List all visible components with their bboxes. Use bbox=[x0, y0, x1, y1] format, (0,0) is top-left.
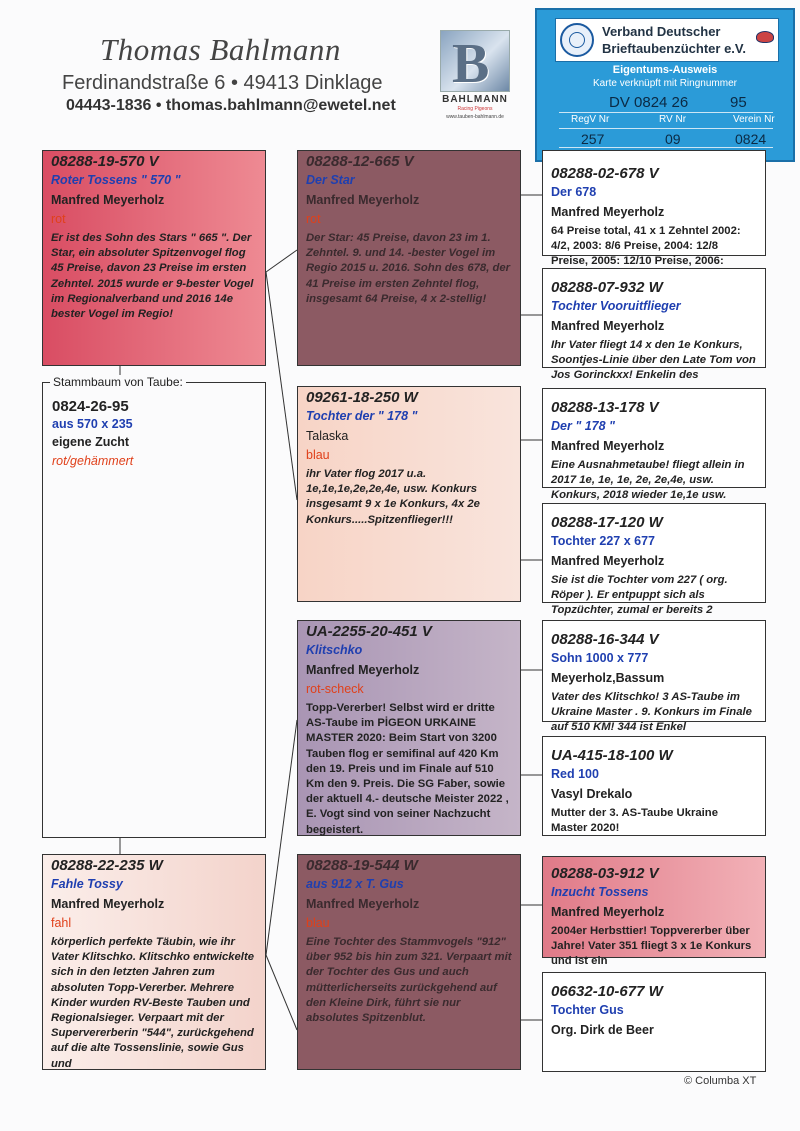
ffm-ring: 08288-07-932 W bbox=[551, 279, 663, 296]
logo-url: www.tauben-bahlmann.de bbox=[446, 114, 504, 120]
mm-description: Eine Tochter des Stammvogels "912" über 952 bis hin zum 321. Verpaart mit der Tochter des Gus und auch mütterlicherseits zurückgehend auf den Kleine Dirk, führt sie nur absolutes Spitzenblut. bbox=[306, 936, 512, 1025]
father-name: Roter Tossens " 570 " bbox=[51, 173, 181, 187]
mff-owner: Meyerholz,Bassum bbox=[551, 671, 665, 685]
mmm-ring: 06632-10-677 W bbox=[551, 983, 663, 1000]
connector-line bbox=[266, 955, 297, 1030]
fmf-description: Eine Ausnahmetaube! fliegt allein in 2017 1e, 1e, 1e, 2e, 2e,4e, usw. Konkurs, 2018 wieder 1e,1e usw. bbox=[551, 459, 745, 502]
fff-owner: Manfred Meyerholz bbox=[551, 205, 665, 219]
father-owner: Manfred Meyerholz bbox=[51, 193, 165, 207]
logo-letter: B bbox=[452, 33, 490, 95]
ggp-mff-box[interactable] bbox=[542, 620, 766, 734]
mother-name: Fahle Tossy bbox=[51, 877, 123, 891]
pedigree-frame bbox=[42, 382, 266, 838]
fmf-ring: 08288-13-178 V bbox=[551, 399, 659, 416]
ff-name: Der Star bbox=[306, 173, 355, 187]
fm-owner: Talaska bbox=[306, 429, 349, 443]
mother-description: körperlich perfekte Täubin, wie ihr Vater Klitschko. Klitschko entwickelte sich in den letzten Jahren zum absoluten Topp-Vererber. Mehrere Kinder wurden RV-Beste Tauben und Regionalsieger. Verpaart mit der Supervererberin "544", zurückgehend auf die alte Tossenslinie, sowie Gus und bbox=[51, 936, 254, 1070]
connector-line bbox=[266, 720, 297, 955]
fff-description: 64 Preise total, 41 x 1 Zehntel 2002: 4/2, 2003: 8/6 Preise, 2004: 12/8 Preise, 2005: 12/10 Preise, 2006: bbox=[551, 225, 741, 268]
mfm-owner: Vasyl Drekalo bbox=[551, 787, 633, 801]
fmm-ring: 08288-17-120 W bbox=[551, 514, 663, 531]
mff-description: Vater des Klitschko! 3 AS-Taube im Ukraine Master . 9. Konkurs im Finale auf 510 KM! 344 ist Enkel bbox=[551, 691, 752, 734]
mmm-name: Tochter Gus bbox=[551, 1003, 624, 1017]
fmm-owner: Manfred Meyerholz bbox=[551, 554, 665, 568]
mmf-description: 2004er Herbsttier! Toppvererber über Jahre! Vater 351 fliegt 3 x 1e Konkurs und ist ein bbox=[551, 925, 752, 968]
card-org-line1: Verband Deutscher bbox=[602, 24, 721, 39]
mm-ring: 08288-19-544 W bbox=[306, 857, 418, 874]
ggp-fmf-box[interactable] bbox=[542, 388, 766, 502]
card-subtitle: Karte verknüpft mit Ringnummer bbox=[593, 78, 737, 89]
ggp-mmf-box[interactable] bbox=[542, 856, 766, 968]
ggp-ffm-box[interactable] bbox=[542, 268, 766, 382]
mff-ring: 08288-16-344 V bbox=[551, 631, 659, 648]
connector-line bbox=[266, 272, 297, 500]
mf-owner: Manfred Meyerholz bbox=[306, 663, 420, 677]
fm-name: Tochter der " 178 " bbox=[306, 409, 418, 423]
breeder-contact: 04443-1836 • thomas.bahlmann@ewetel.net bbox=[66, 97, 396, 114]
card-ring-suffix: 95 bbox=[730, 94, 747, 111]
mm-color: blau bbox=[306, 916, 330, 930]
mf-color: rot-scheck bbox=[306, 682, 364, 696]
ff-owner: Manfred Meyerholz bbox=[306, 193, 420, 207]
ggp-fff-box[interactable] bbox=[542, 150, 766, 268]
fmm-name: Tochter 227 x 677 bbox=[551, 534, 655, 548]
father-color: rot bbox=[51, 212, 66, 226]
breeder-address: Ferdinandstraße 6 • 49413 Dinklage bbox=[62, 72, 383, 94]
card-title: Eigentums-Ausweis bbox=[612, 64, 718, 76]
fff-name: Der 678 bbox=[551, 185, 597, 199]
ff-ring: 08288-12-665 V bbox=[306, 153, 414, 170]
ffm-name: Tochter Vooruitflieger bbox=[551, 299, 681, 313]
fmm-description: Sie ist die Tochter vom 227 ( org. Röper ). Er entpuppt sich als Topzüchter, zumal er bereits 2 bbox=[551, 574, 728, 617]
mother-ring: 08288-22-235 W bbox=[51, 857, 163, 874]
mother-color: fahl bbox=[51, 916, 72, 930]
logo-subtext: Racing Pigeons bbox=[457, 106, 493, 112]
mfm-name: Red 100 bbox=[551, 767, 599, 781]
mmf-ring: 08288-03-912 V bbox=[551, 865, 659, 882]
card-ring-number: DV 0824 26 bbox=[609, 94, 689, 111]
ggp-mmm-box[interactable] bbox=[542, 972, 766, 1072]
fm-description: ihr Vater flog 2017 u.a. 1e,1e,1e,2e,2e,4e, usw. Konkurs insgesamt 9 x 1e Konkurs, 4x 2e Konkurs.....Spitzenflieger!!! bbox=[306, 468, 480, 526]
ffm-description: Ihr Vater fliegt 14 x den 1e Konkurs, Soontjes-Linie über den Late Tom von Jos Gorinckxx! Enkelin des bbox=[551, 339, 756, 382]
card-label-rv: RV Nr bbox=[659, 114, 687, 125]
mmm-owner: Org. Dirk de Beer bbox=[551, 1023, 654, 1037]
grandmother-maternal-box[interactable] bbox=[297, 854, 521, 1070]
mmf-owner: Manfred Meyerholz bbox=[551, 905, 665, 919]
subject-color: rot/gehämmert bbox=[52, 454, 134, 468]
mother-owner: Manfred Meyerholz bbox=[51, 897, 165, 911]
logo-text: BAHLMANN bbox=[442, 94, 508, 105]
mm-owner: Manfred Meyerholz bbox=[306, 897, 420, 911]
fff-ring: 08288-02-678 V bbox=[551, 165, 659, 182]
pedigree-title: Stammbaum von Taube: bbox=[50, 375, 186, 389]
subject-parents: aus 570 x 235 bbox=[52, 417, 133, 431]
card-value-verein: 0824 bbox=[735, 131, 767, 147]
father-box[interactable] bbox=[42, 150, 266, 366]
ggp-mfm-box[interactable] bbox=[542, 736, 766, 836]
mm-name: aus 912 x T. Gus bbox=[306, 877, 404, 891]
mfm-description: Mutter der 3. AS-Taube Ukraine Master 2020! bbox=[551, 807, 718, 835]
card-value-regv: 257 bbox=[581, 131, 605, 147]
ff-description: Der Star: 45 Preise, davon 23 im 1. Zehntel. 9. und 14. -bester Vogel im Regio 2015 u. 2016. Sohn des 678, der 41 Preise im ersten Zehntel flog, insgesamt 64 Preise, 4 x 2-stellig! bbox=[306, 232, 511, 305]
fmf-name: Der " 178 " bbox=[551, 419, 615, 433]
mf-description: Topp-Vererber! Selbst wird er dritte AS-Taube im PİGEON URKAINE MASTER 2020: Beim Start von 3200 Tauben flog er semifinal auf 420 Km den 19. Preis und im Finale auf 510 Km den 9. Preis. Die SG Faber, sowie der aktuell 4.- deutsche Meister 2022 , E. Vogt sind von seiner Nachzucht begeistert. bbox=[306, 702, 509, 836]
ff-color: rot bbox=[306, 212, 321, 226]
subject-breeder: eigene Zucht bbox=[52, 435, 130, 449]
card-value-rv: 09 bbox=[665, 131, 681, 147]
grandfather-maternal-box[interactable] bbox=[297, 620, 521, 836]
mf-name: Klitschko bbox=[306, 643, 363, 657]
ggp-fmm-box[interactable] bbox=[542, 503, 766, 617]
fm-color: blau bbox=[306, 448, 330, 462]
breeder-name: Thomas Bahlmann bbox=[100, 32, 341, 67]
mff-name: Sohn 1000 x 777 bbox=[551, 651, 649, 665]
ffm-owner: Manfred Meyerholz bbox=[551, 319, 665, 333]
mf-ring: UA-2255-20-451 V bbox=[306, 623, 432, 640]
card-label-verein: Verein Nr bbox=[733, 114, 775, 125]
grandmother-paternal-box[interactable] bbox=[297, 386, 521, 602]
grandfather-paternal-box[interactable] bbox=[297, 150, 521, 366]
mfm-ring: UA-415-18-100 W bbox=[551, 747, 673, 764]
card-label-regv: RegV Nr bbox=[571, 114, 610, 125]
connector-line bbox=[266, 250, 297, 272]
father-ring: 08288-19-570 V bbox=[51, 153, 159, 170]
subject-ring: 0824-26-95 bbox=[52, 398, 129, 415]
mmf-name: Inzucht Tossens bbox=[551, 885, 649, 899]
mother-box[interactable] bbox=[42, 854, 266, 1070]
card-org-line2: Brieftaubenzüchter e.V. bbox=[602, 41, 747, 56]
footer-copyright: © Columba XT bbox=[684, 1075, 757, 1087]
father-description: Er ist des Sohn des Stars " 665 ". Der Star, ein absoluter Spitzenvogel flog 45 Preise, davon 23 Preise im ersten Zehntel. 2015 wurde er 9-bester Vogel im Regionalverband und 2016 14e bester Vogel im Regio! bbox=[51, 232, 254, 321]
fmf-owner: Manfred Meyerholz bbox=[551, 439, 665, 453]
fm-ring: 09261-18-250 W bbox=[306, 389, 418, 406]
